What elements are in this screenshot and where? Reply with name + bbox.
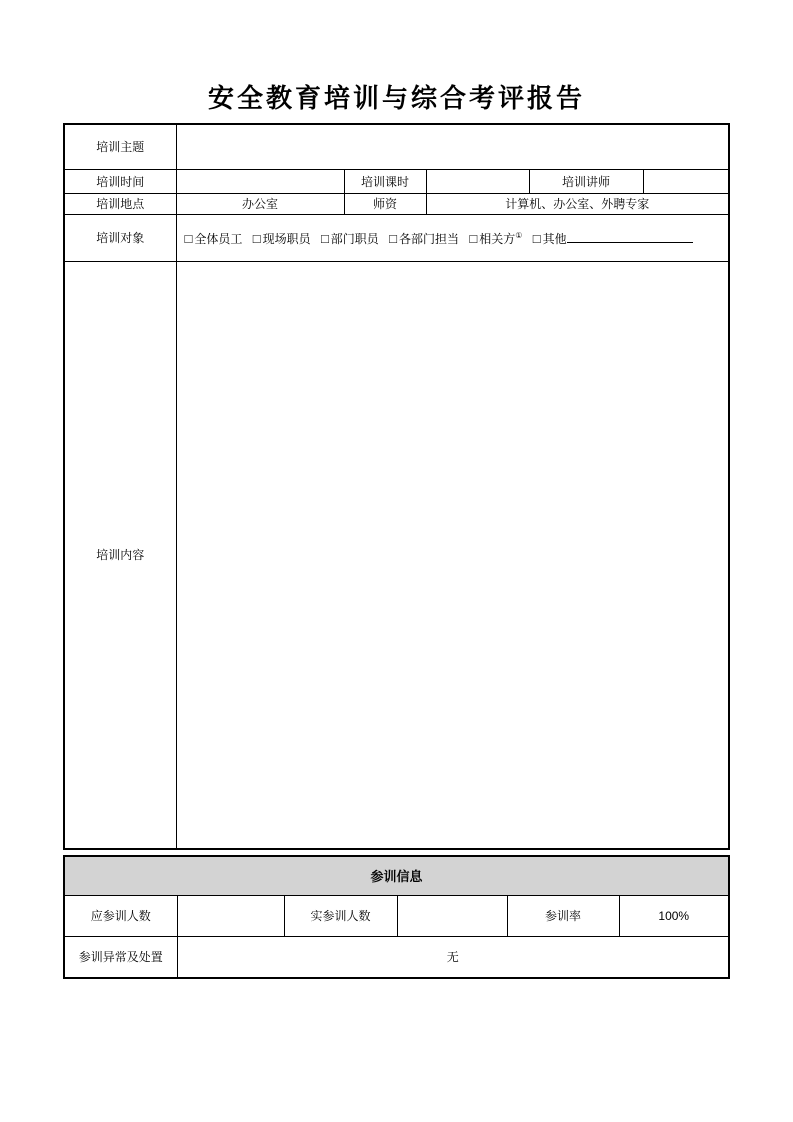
other-fill-line[interactable] [567, 229, 693, 243]
rate-label: 参训率 [507, 895, 619, 936]
checkbox-label: 全体员工 [194, 231, 243, 246]
checkbox-label: 各部门担当 [399, 231, 460, 246]
target-label: 培训对象 [64, 214, 176, 261]
content-value-cell[interactable] [176, 261, 729, 849]
checkbox-icon[interactable]: □ [469, 230, 478, 246]
checkbox-icon[interactable]: □ [252, 230, 261, 246]
theme-label: 培训主题 [64, 124, 176, 169]
time-value-cell[interactable] [176, 169, 344, 193]
checkbox-option-department-staff[interactable] [321, 232, 379, 246]
content-label: 培训内容 [64, 261, 176, 849]
hours-value-cell[interactable] [426, 169, 529, 193]
training-info-table [63, 123, 730, 850]
lecturer-value-cell[interactable] [643, 169, 729, 193]
checkbox-option-related-parties[interactable] [469, 232, 522, 246]
checkbox-option-all-employees[interactable] [185, 232, 243, 246]
lecturer-label: 培训讲师 [529, 169, 643, 193]
checkbox-label: 现场职员 [262, 231, 311, 246]
anomaly-label: 参训异常及处置 [64, 936, 177, 978]
rate-value-cell[interactable]: 100% [619, 895, 729, 936]
checkbox-icon[interactable]: □ [320, 230, 329, 246]
faculty-label: 师资 [344, 193, 426, 214]
time-label: 培训时间 [64, 169, 176, 193]
anomaly-value-cell[interactable]: 无 [177, 936, 729, 978]
checkbox-label: 相关方 [479, 231, 516, 246]
checkbox-option-department-leads[interactable] [389, 232, 459, 246]
checkbox-label: 部门职员 [330, 231, 379, 246]
checkbox-icon[interactable]: □ [532, 230, 541, 246]
expected-count-label: 应参训人数 [64, 895, 177, 936]
page-title: 安全教育培训与综合考评报告 [207, 83, 585, 113]
checkbox-option-site-staff[interactable] [253, 232, 311, 246]
hours-label: 培训课时 [344, 169, 426, 193]
target-options-cell [176, 214, 729, 261]
footnote-marker: ① [515, 230, 523, 240]
checkbox-option-other[interactable] [533, 232, 567, 246]
actual-count-label: 实参训人数 [284, 895, 397, 936]
participation-header: 参训信息 [64, 856, 729, 895]
checkbox-icon[interactable]: □ [184, 230, 193, 246]
theme-value-cell[interactable] [176, 124, 729, 169]
checkbox-label: 其他 [542, 231, 567, 246]
location-value-cell[interactable]: 办公室 [176, 193, 344, 214]
location-label: 培训地点 [64, 193, 176, 214]
expected-count-value-cell[interactable] [177, 895, 284, 936]
actual-count-value-cell[interactable] [397, 895, 507, 936]
checkbox-icon[interactable]: □ [389, 230, 398, 246]
participation-table [63, 855, 730, 979]
faculty-value-cell[interactable]: 计算机、办公室、外聘专家 [426, 193, 729, 214]
